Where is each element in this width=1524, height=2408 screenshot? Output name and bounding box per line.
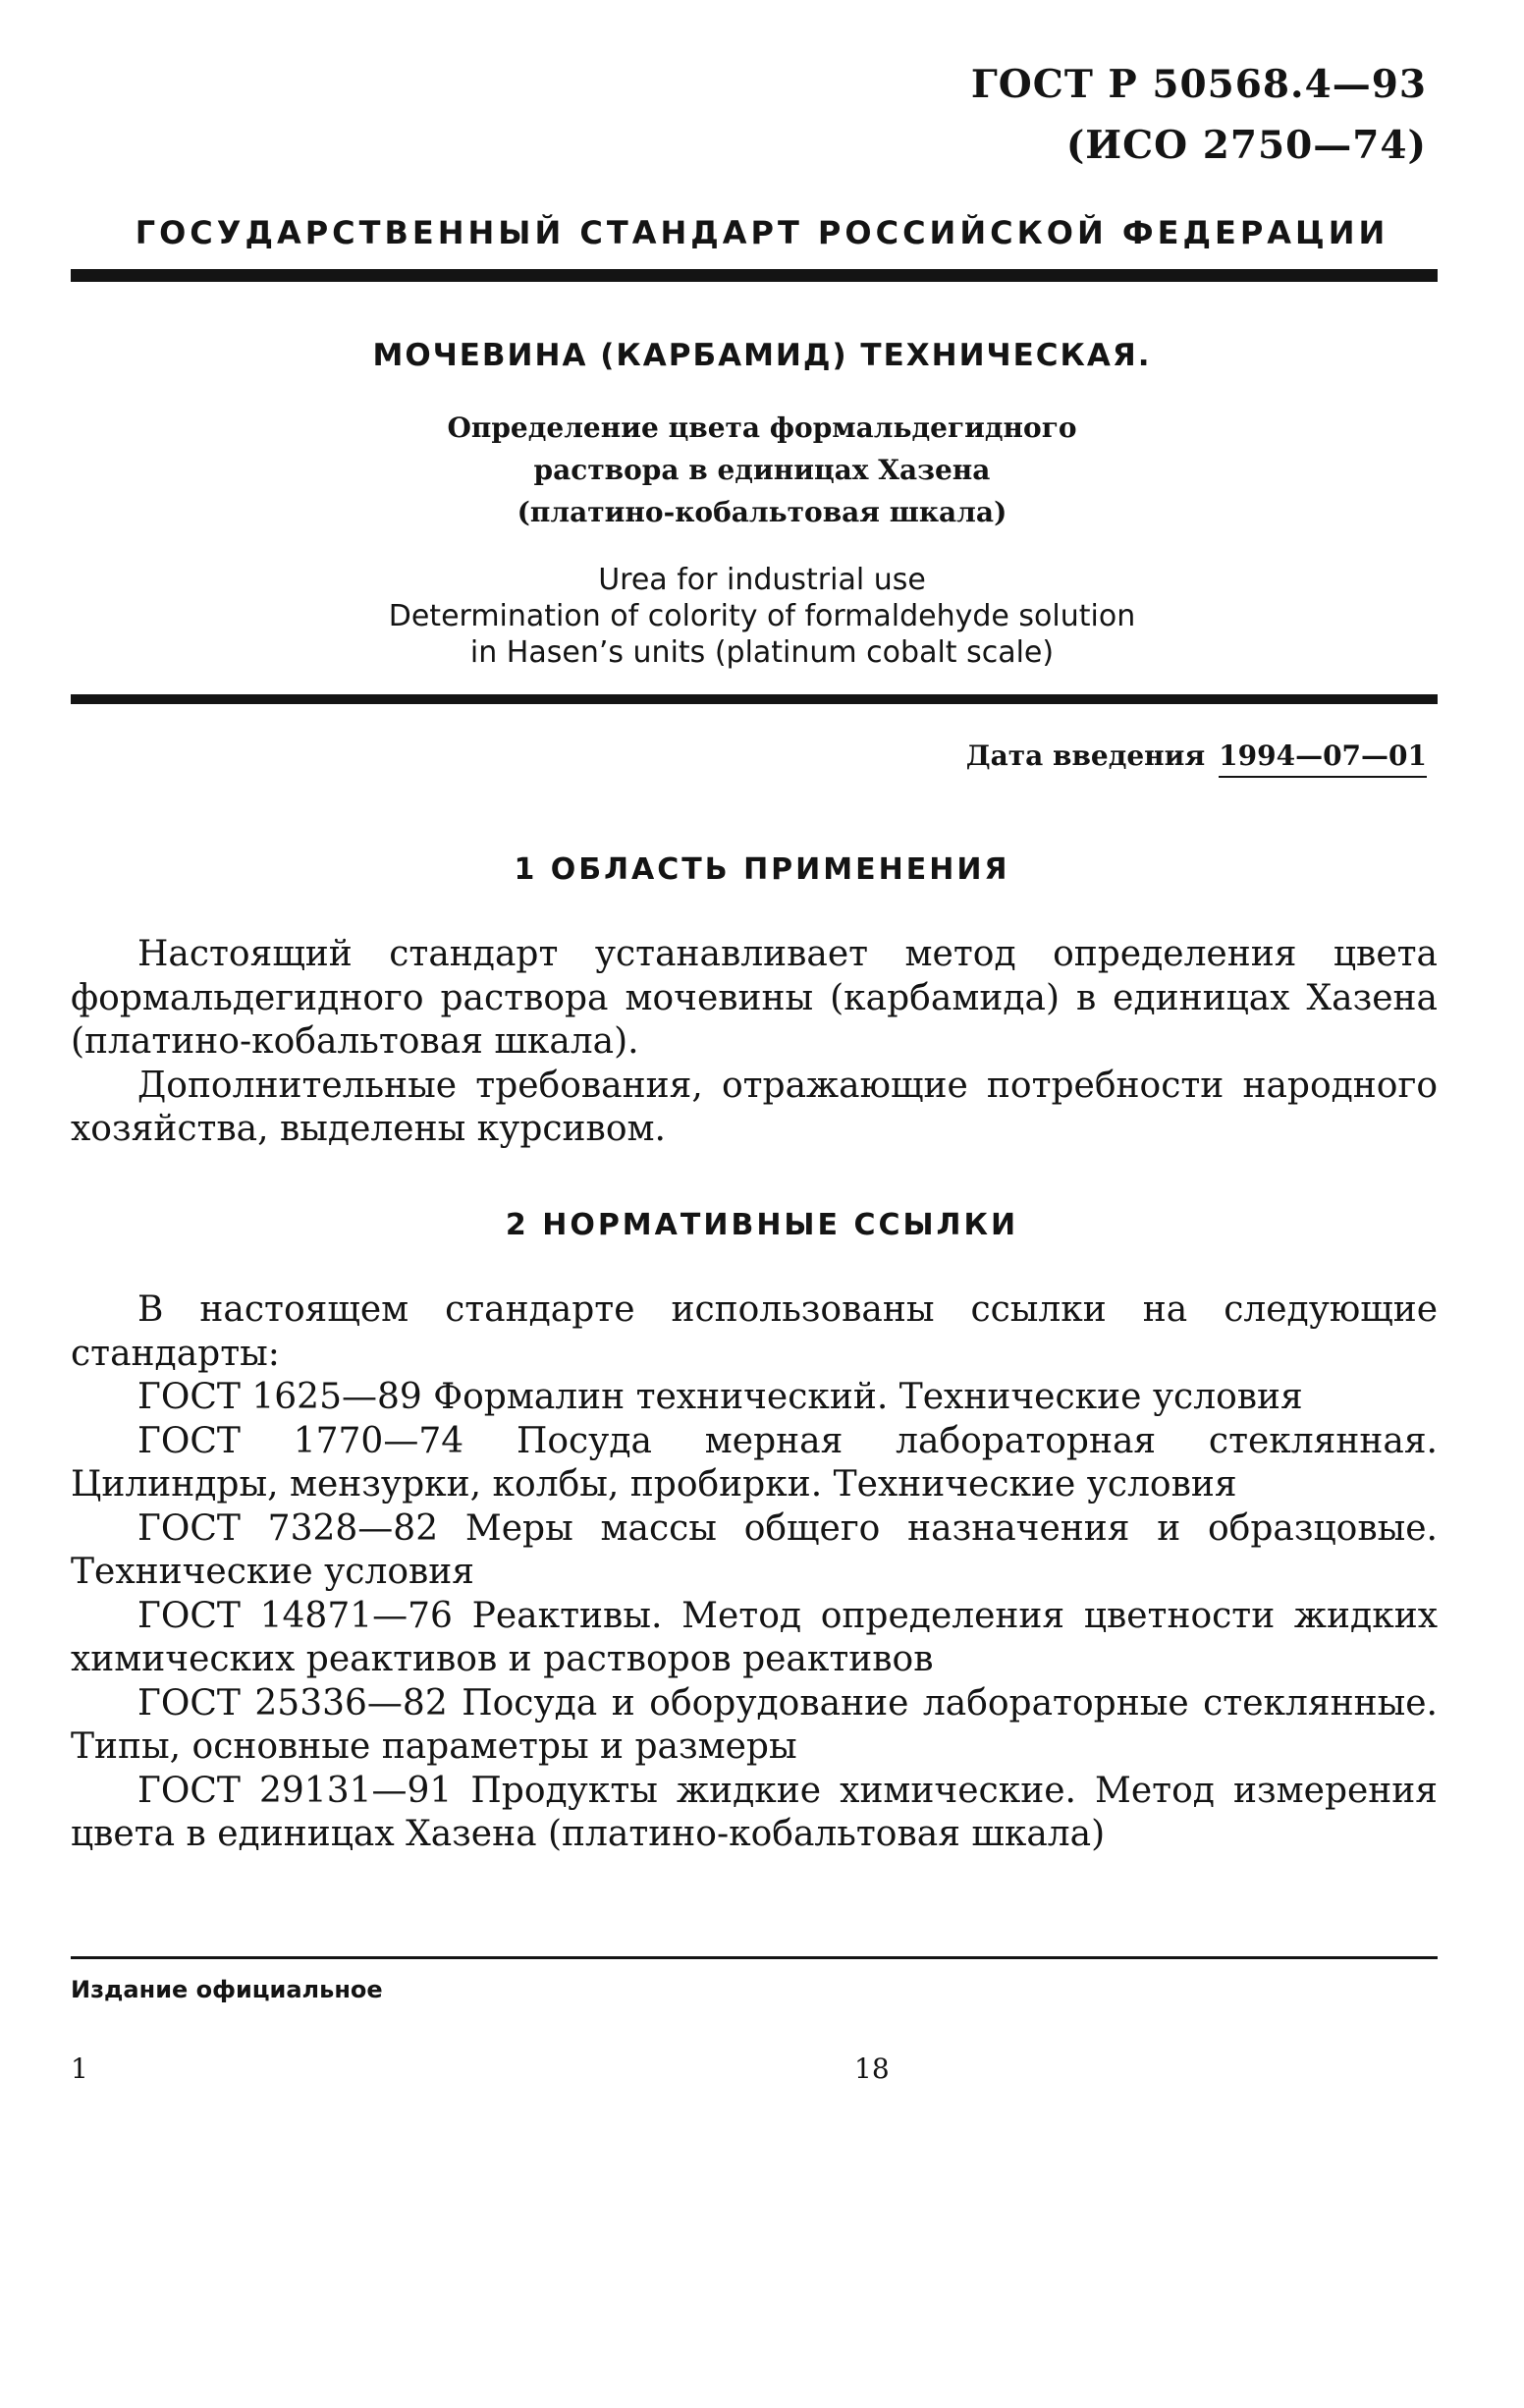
document-number: ГОСТ Р 50568.4—93 [970,62,1427,107]
english-title-line: in Hasen’s units (platinum cobalt scale) [469,635,1055,670]
reference-item: ГОСТ 14871—76 Реактивы. Метод определения цветности жидких химических реактивов и растворов реактивов [71,1595,1438,1679]
section-heading-scope: 1 ОБЛАСТЬ ПРИМЕНЕНИЯ [514,852,1010,887]
footer-divider [71,1956,1438,1959]
title-divider [71,694,1438,704]
standard-type-heading: ГОСУДАРСТВЕННЫЙ СТАНДАРТ РОССИЙСКОЙ ФЕДЕРАЦИИ [135,214,1389,251]
paragraph: Дополнительные требования, отражающие потребности народного хозяйства, выделены курсивом. [71,1065,1438,1149]
reference-item: ГОСТ 7328—82 Меры массы общего назначения и образцовые. Технические условия [71,1507,1438,1592]
english-title [0,562,1524,671]
document-subtitle [0,407,1524,533]
footer-left-mark: 1 [71,2052,88,2085]
introduction-date [966,739,1427,778]
english-title-line: Determination of colority of formaldehyde solution [388,599,1136,633]
english-title-line: Urea for industrial use [598,563,926,597]
edition-label: Издание официальное [71,1976,383,2003]
section-body-references [71,1288,1438,1857]
section-heading-references: 2 НОРМАТИВНЫЕ ССЫЛКИ [505,1208,1019,1242]
iso-number: (ИСО 2750—74) [1065,123,1427,168]
subtitle-line: Определение цвета формальдегидного [447,411,1077,444]
reference-item: ГОСТ 1770—74 Посуда мерная лабораторная стеклянная. Цилиндры, мензурки, колбы, пробирки. Технические условия [71,1420,1438,1505]
intro-date-value: 1994—07—01 [1219,739,1427,778]
intro-date-label: Дата введения [965,739,1206,772]
section-body-scope [71,933,1438,1152]
paragraph: Настоящий стандарт устанавливает метод определения цвета формальдегидного раствора мочевины (карбамида) в единицах Хазена (платино-кобальтовая шкала). [71,934,1438,1062]
subtitle-line: раствора в единицах Хазена [533,454,991,486]
reference-item: ГОСТ 29131—91 Продукты жидкие химические. Метод измерения цвета в единицах Хазена (платино-кобальтовая шкала) [71,1770,1438,1854]
header-divider [71,269,1438,282]
page-number: 18 [854,2052,890,2085]
subtitle-line: (платино-кобальтовая шкала) [517,496,1007,528]
paragraph: В настоящем стандарте использованы ссылки на следующие стандарты: [71,1289,1438,1374]
reference-item: ГОСТ 1625—89 Формалин технический. Технические условия [137,1377,1303,1417]
document-title: МОЧЕВИНА (КАРБАМИД) ТЕХНИЧЕСКАЯ. [372,338,1152,373]
reference-item: ГОСТ 25336—82 Посуда и оборудование лабораторные стеклянные. Типы, основные параметры и размеры [71,1682,1438,1767]
